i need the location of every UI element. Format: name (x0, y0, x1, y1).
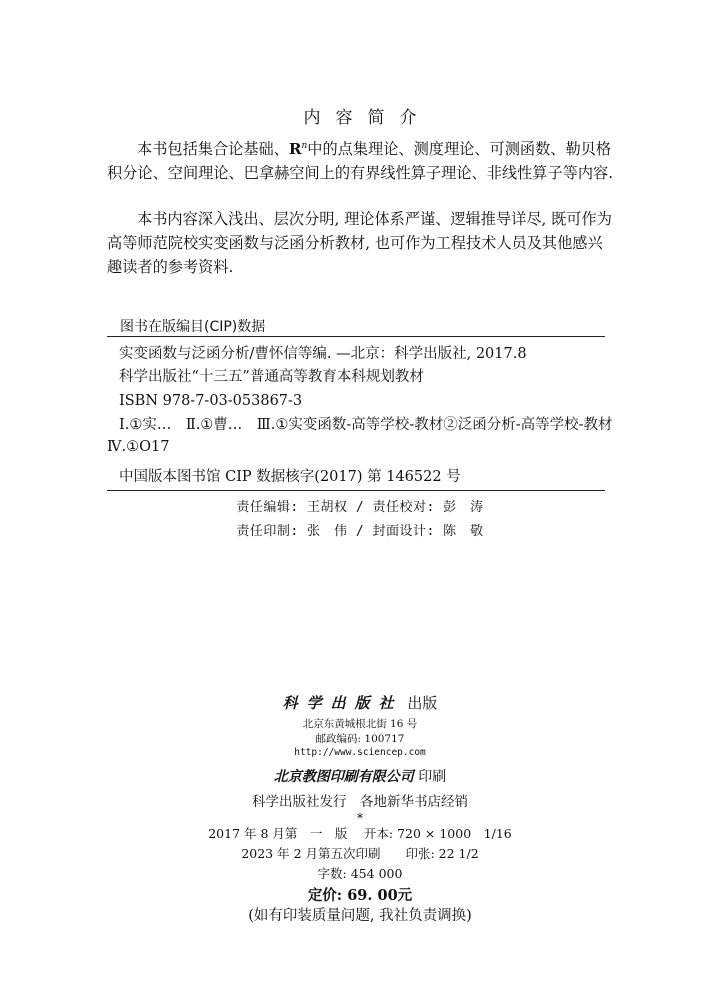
distribution-line: 科学出版社发行 各地新华书店经销 (252, 794, 468, 810)
cip-heading: 图书在版编目(CIP)数据 (120, 319, 266, 335)
publisher-address: 北京东黄城根北街 16 号 (302, 718, 418, 730)
publisher-line (0, 692, 720, 713)
intro-p1-after: 中的点集理论、测度理论、可测函数、勒贝格积分论、空间理论、巴拿赫空间上的有界线性算子理论、非线性算子等内容. (107, 140, 614, 183)
intro-p1-symbol: R (288, 140, 302, 159)
quality-note: (如有印装质量问题, 我社负责调换) (248, 908, 472, 924)
word-count: 字数: 454 000 (317, 866, 403, 881)
intro-p1-superscript: n (301, 141, 308, 151)
cip-bottom-rule (107, 490, 605, 491)
printer-line (0, 766, 720, 786)
intro-paragraph-2: 本书内容深入浅出、层次分明, 理论体系严谨、逻辑推导详尽, 既可作为高等师范院校实变函数与泛函分析教材, 也可作为工程技术人员及其他感兴趣读者的参考资料. (107, 210, 612, 276)
edition-line-2: 2023 年 2 月第五次印刷 印张: 22 1/2 (241, 846, 479, 861)
cip-line-2: 科学出版社“十三五”普通高等教育本科规划教材 (119, 369, 424, 385)
separator-star: * (357, 811, 363, 825)
responsibility-line-1: 责任编辑: 王胡权 / 责任校对: 彭 涛 (236, 500, 484, 515)
printer-suffix: 印刷 (418, 769, 447, 785)
intro-p1-before: 本书包括集合论基础、 (137, 140, 289, 159)
cip-top-rule (107, 336, 605, 337)
responsibility-line-2: 责任印制: 张 伟 / 封面设计: 陈 敬 (236, 524, 484, 539)
edition-line-1: 2017 年 8 月第 一 版 开本: 720 × 1000 1/16 (208, 826, 512, 841)
publisher-name: 科学出版社 (282, 694, 403, 712)
cip-isbn: ISBN 978-7-03-053867-3 (119, 393, 303, 409)
cip-line-1: 实变函数与泛函分析/曹怀信等编. —北京：科学出版社, 2017.8 (119, 346, 527, 362)
publisher-url: http://www.sciencep.com (294, 747, 426, 758)
publisher-postcode: 邮政编码: 100717 (315, 733, 405, 745)
cip-record: 中国版本图书馆 CIP 数据核字(2017) 第 146522 号 (119, 469, 461, 485)
intro-title: 内容简介 (303, 108, 432, 128)
publisher-suffix: 出版 (407, 694, 438, 712)
printer-name: 北京教图印刷有限公司 (273, 769, 414, 785)
intro-paragraph-1 (107, 134, 615, 185)
price: 定价: 69. 00元 (307, 887, 413, 904)
cip-classification: Ⅰ.①实… Ⅱ.①曹… Ⅲ.①实变函数-高等学校-教材②泛函分析-高等学校-教材 Ⅳ.①O17 (107, 417, 627, 455)
